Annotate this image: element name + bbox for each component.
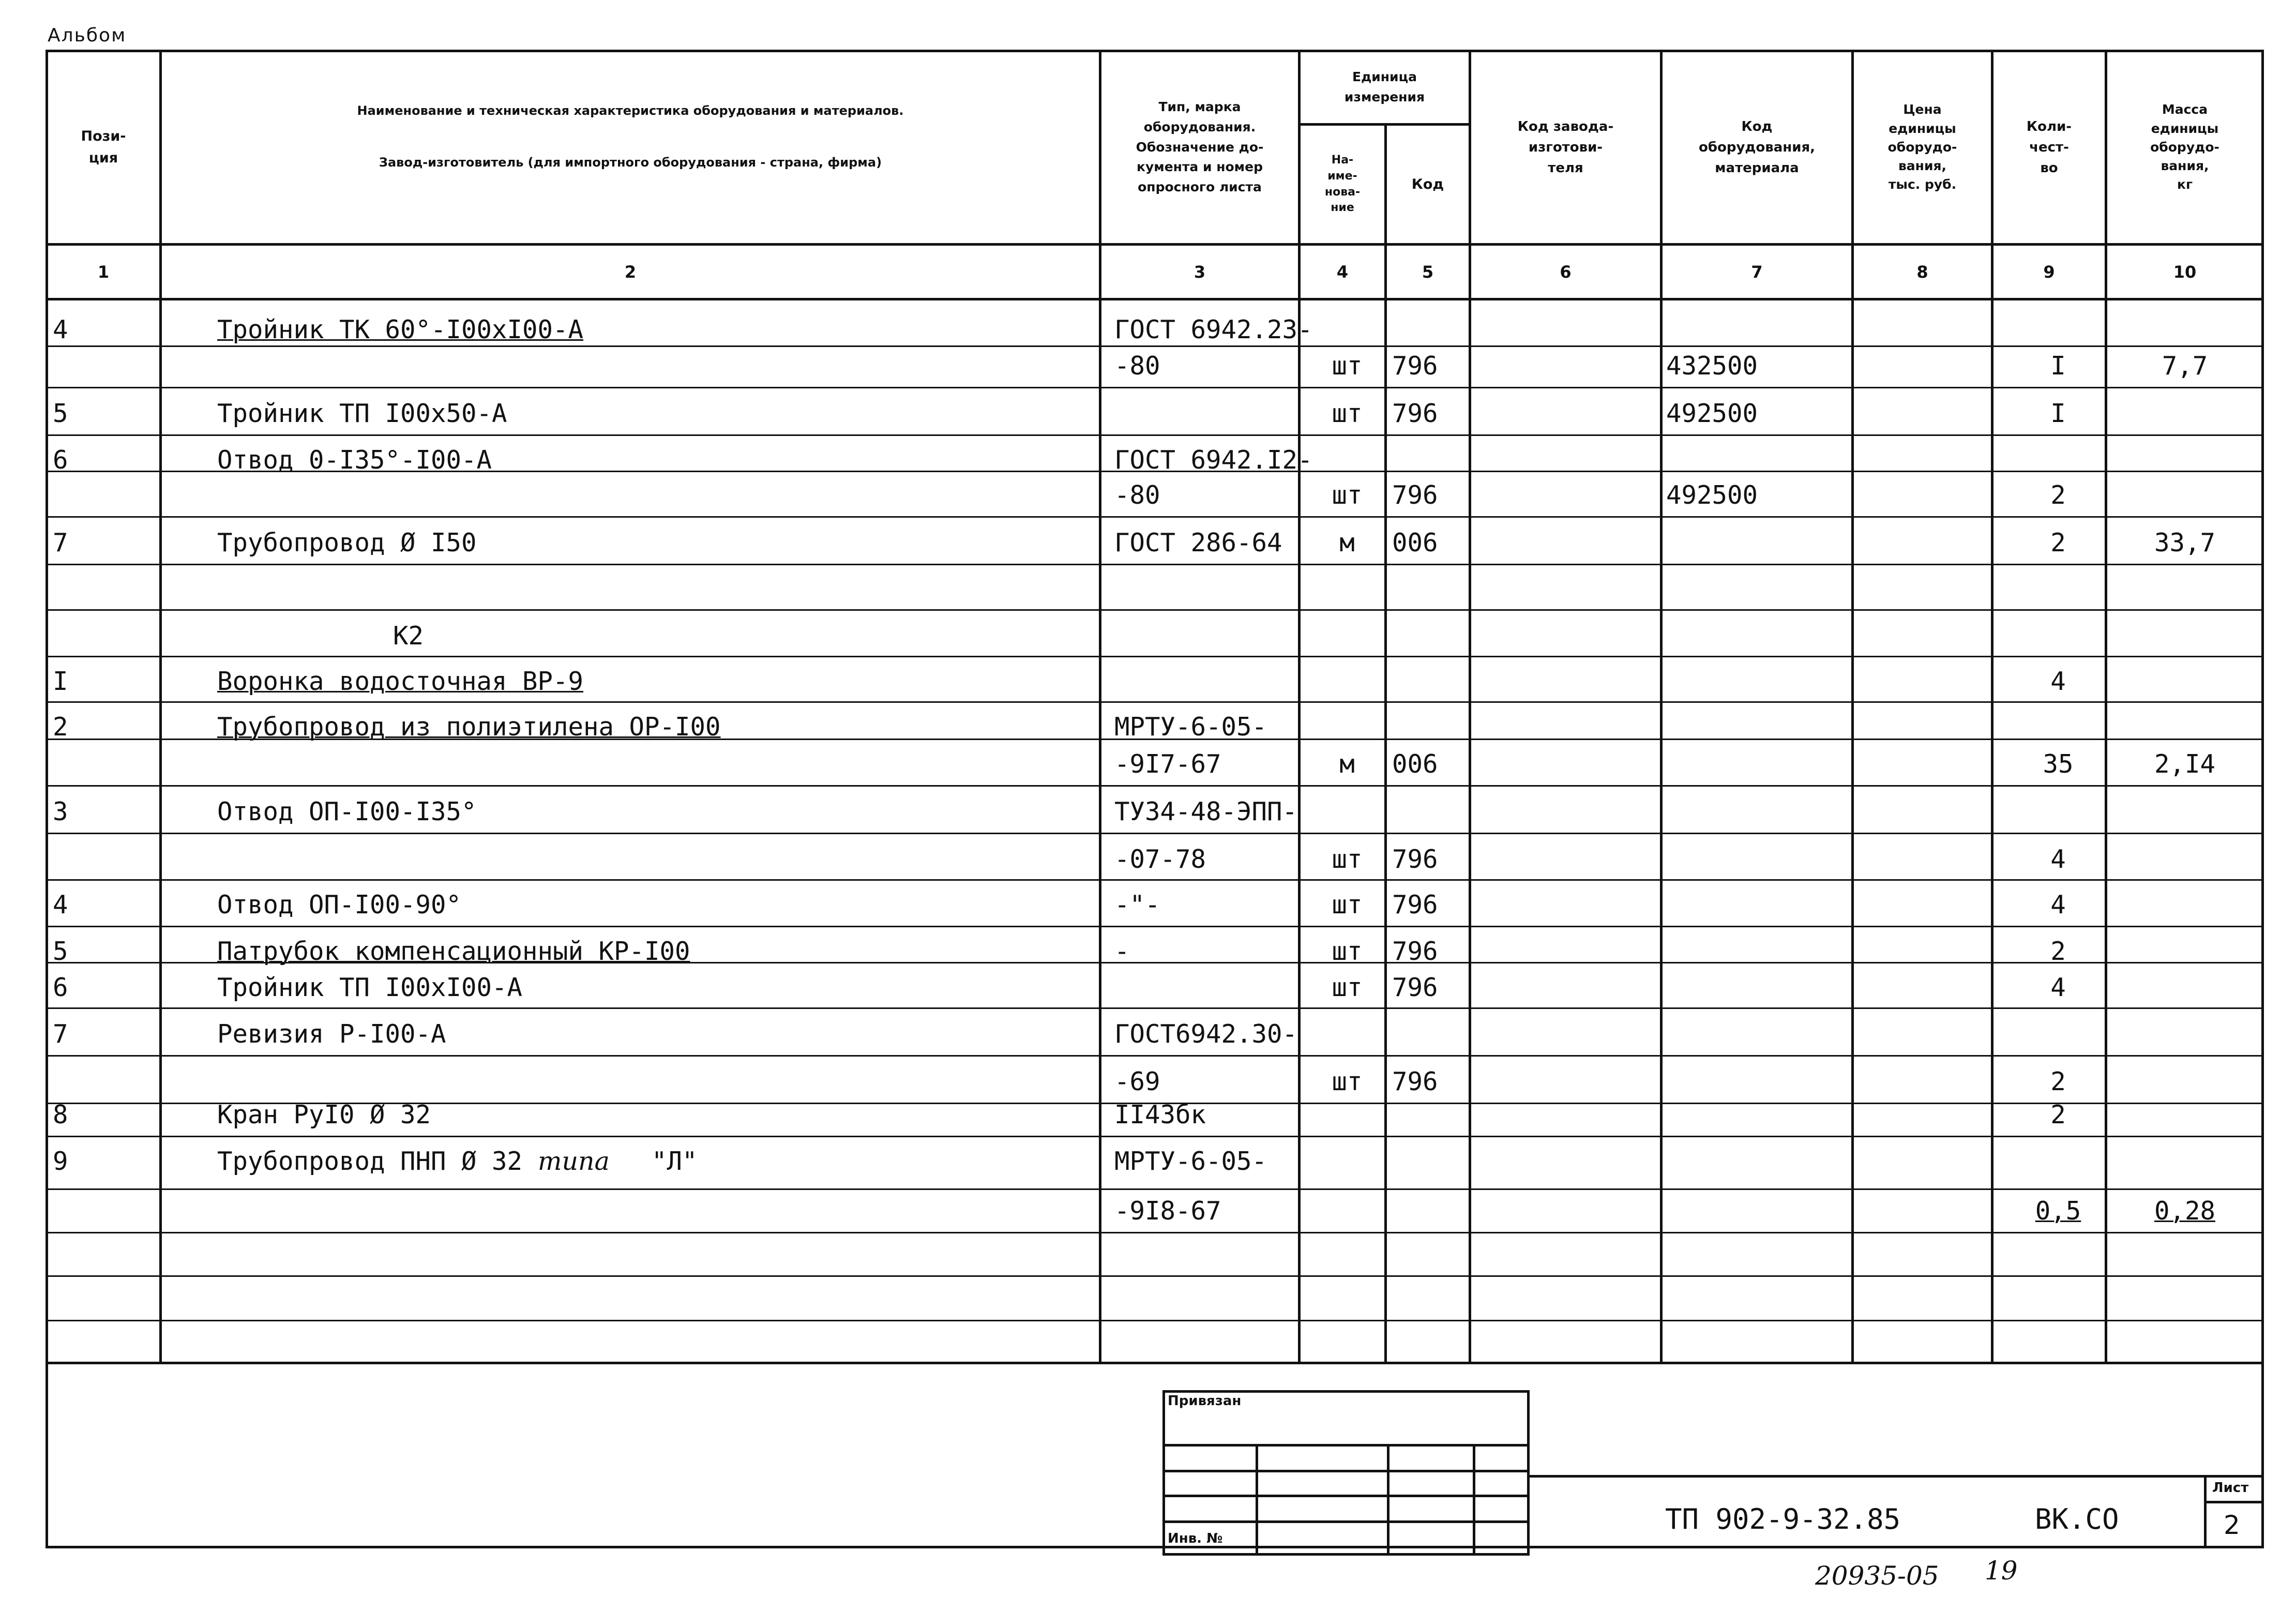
stamp-privyazan: Привязан (1168, 1393, 1242, 1409)
cell-name: Трубопровод ПНП Ø 32 (217, 1146, 523, 1176)
cell-unit: шт (1332, 480, 1363, 510)
table-row (0, 967, 2296, 1007)
row-separator-line (48, 785, 2263, 787)
cell-unit-code: 796 (1392, 351, 1438, 381)
cell-doc: -9I8-67 (1114, 1196, 1221, 1226)
cell-name: Отвод 0-I35°-I00-А (217, 445, 492, 475)
row-separator-line (48, 833, 2263, 834)
table-row (0, 1014, 2296, 1054)
row-separator-line (48, 701, 2263, 703)
header-unit-price: Цена единицы оборудо- вания, тыс. руб. (1887, 102, 1957, 192)
cell-doc: МРТУ-6-05- (1114, 712, 1267, 742)
cell-position: 3 (53, 796, 68, 826)
table-row (0, 884, 2296, 925)
row-separator-line (48, 609, 2263, 611)
cell-doc: - (1114, 936, 1130, 966)
cell-doc: -80 (1114, 351, 1160, 381)
sheet-label: Лист (2212, 1480, 2249, 1496)
header-type-doc: Тип, марка оборудования. Обозначение до- кумента и номер опросного листа (1136, 99, 1264, 195)
cell-unit: шт (1332, 398, 1363, 428)
document-designation: ТП 902-9-32.85 (1665, 1503, 1901, 1535)
cell-position: 7 (53, 1019, 68, 1049)
cell-unit: шт (1332, 844, 1363, 874)
cell-name: Отвод ОП-I00-90° (217, 890, 462, 920)
cell-doc: ГОСТ 6942.I2- (1114, 445, 1313, 475)
cell-doc: ГОСТ 286-64 (1114, 528, 1282, 558)
stamp-line (1387, 1444, 1389, 1556)
cell-position: 8 (53, 1099, 68, 1129)
colnum-9: 9 (2043, 262, 2055, 282)
row-separator-line (48, 1055, 2263, 1057)
cell-doc: МРТУ-6-05- (1114, 1146, 1267, 1176)
cell-quantity: I (2050, 398, 2066, 428)
cell-name: Трубопровод Ø I50 (217, 528, 477, 558)
cell-name-extra: типа (538, 1146, 610, 1176)
colnum-7: 7 (1751, 262, 1763, 282)
cell-doc: ГОСТ 6942.23- (1114, 314, 1313, 344)
row-separator-line (48, 1275, 2263, 1277)
table-row (0, 791, 2296, 832)
section-heading-k2: К2 (393, 621, 424, 651)
table-row (0, 931, 2296, 971)
header-position: Пози- ция (81, 128, 126, 166)
colnum-bottom-line (48, 298, 2263, 300)
colnum-8: 8 (1916, 262, 1928, 282)
cell-position: 4 (53, 890, 68, 920)
cell-name: Отвод ОП-I00-I35° (217, 796, 477, 826)
cell-name: Ревизия Р-I00-А (217, 1019, 446, 1049)
cell-material-code: 432500 (1666, 351, 1758, 381)
table-row (0, 1094, 2296, 1135)
colnum-5: 5 (1422, 262, 1434, 282)
titleblock-top-line (1530, 1475, 2264, 1478)
table-row (0, 615, 2296, 656)
cell-unit: шт (1332, 1066, 1363, 1096)
cell-mass: 33,7 (2154, 528, 2215, 558)
document-section: ВК.СО (2035, 1503, 2119, 1535)
cell-position: 5 (53, 398, 68, 428)
cell-unit: шт (1332, 972, 1363, 1002)
cell-position: 4 (53, 314, 68, 344)
table-row (0, 522, 2296, 563)
cell-unit: м (1339, 749, 1355, 779)
table-row (0, 839, 2296, 879)
colnum-2: 2 (624, 262, 637, 282)
table-row (0, 661, 2296, 701)
cell-unit-code: 796 (1392, 1066, 1438, 1096)
cell-quantity: 2 (2050, 936, 2066, 966)
archive-page: 19 (1985, 1556, 2018, 1586)
row-separator-line (48, 879, 2263, 881)
row-separator-line (48, 1232, 2263, 1233)
table-row (0, 309, 2296, 350)
table-row (0, 1141, 2296, 1181)
cell-quantity: 4 (2050, 972, 2066, 1002)
cell-unit-code: 006 (1392, 528, 1438, 558)
cell-unit-code: 796 (1392, 844, 1438, 874)
row-separator-line (48, 564, 2263, 565)
row-separator-line (48, 516, 2263, 518)
row-separator-line (48, 926, 2263, 927)
table-row (0, 440, 2296, 480)
cell-unit-code: 796 (1392, 890, 1438, 920)
cell-quantity: 2 (2050, 1066, 2066, 1096)
colnum-6: 6 (1560, 262, 1572, 282)
cell-name: Тройник ТК 60°-I00хI00-А (217, 314, 584, 344)
cell-quantity: 4 (2050, 844, 2066, 874)
cell-position: 7 (53, 528, 68, 558)
cell-position: 5 (53, 936, 68, 966)
table-row (0, 706, 2296, 747)
cell-quantity: I (2050, 351, 2066, 381)
cell-unit-code: 006 (1392, 749, 1438, 779)
row-separator-line (48, 387, 2263, 388)
cell-name: Кран РуI0 Ø 32 (217, 1099, 431, 1129)
stamp-line (1473, 1444, 1475, 1556)
table-bottom-line (48, 1362, 2263, 1364)
cell-unit: шт (1332, 936, 1363, 966)
cell-mass: 7,7 (2162, 351, 2208, 381)
cell-name: Воронка водосточная ВР-9 (217, 666, 584, 696)
cell-name: Трубопровод из полиэтилена ОР-I00 (217, 712, 721, 742)
header-quantity: Коли- чест- во (2026, 118, 2072, 176)
cell-quantity: 35 (2043, 749, 2074, 779)
cell-material-code: 492500 (1666, 398, 1758, 428)
header-unit-code: Код (1411, 176, 1444, 192)
cell-unit: м (1339, 528, 1355, 558)
row-separator-line (48, 1188, 2263, 1190)
colnum-3: 3 (1194, 262, 1206, 282)
cell-unit: шт (1332, 890, 1363, 920)
cell-doc: -80 (1114, 480, 1160, 510)
cell-name: Тройник ТП I00х50-А (217, 398, 507, 428)
row-separator-line (48, 1136, 2263, 1137)
colnum-10: 10 (2173, 262, 2197, 282)
cell-unit-code: 796 (1392, 972, 1438, 1002)
cell-quantity: 4 (2050, 666, 2066, 696)
album-label: Альбом (48, 25, 127, 46)
cell-unit-code: 796 (1392, 480, 1438, 510)
cell-doc: -07-78 (1114, 844, 1206, 874)
cell-doc: ГОСТ6942.30- (1114, 1019, 1298, 1049)
header-unit-mass: Масса единицы оборудо- вания, кг (2150, 102, 2219, 192)
stamp-line (1256, 1444, 1258, 1556)
row-separator-line (48, 656, 2263, 657)
row-separator-line (48, 1007, 2263, 1009)
table-row (0, 475, 2296, 515)
header-name-line1: Наименование и техническая характеристика оборудования и материалов. (357, 103, 904, 118)
titleblock-sheet-divider (2204, 1475, 2207, 1547)
stamp-inventory-no: Инв. № (1168, 1531, 1223, 1546)
cell-doc: ТУ34-48-ЭПП- (1114, 796, 1298, 826)
table-row (0, 393, 2296, 433)
cell-quantity: 2 (2050, 528, 2066, 558)
cell-mass: 0,28 (2154, 1196, 2215, 1226)
cell-position: I (53, 666, 68, 696)
colnum-4: 4 (1336, 262, 1349, 282)
sheet-number: 2 (2224, 1510, 2240, 1540)
row-separator-line (48, 1320, 2263, 1321)
cell-quantity: 2 (2050, 480, 2066, 510)
row-separator-line (48, 434, 2263, 436)
cell-unit-code: 796 (1392, 398, 1438, 428)
cell-name: Тройник ТП I00хI00-А (217, 972, 523, 1002)
table-row (0, 1191, 2296, 1231)
table-row (0, 744, 2296, 784)
cell-doc: -9I7-67 (1114, 749, 1221, 779)
cell-mass: 2,I4 (2154, 749, 2215, 779)
archive-number: 20935-05 (1815, 1561, 1939, 1591)
cell-material-code: 492500 (1666, 480, 1758, 510)
header-material-code: Код оборудования, материала (1698, 118, 1816, 176)
cell-doc: -69 (1114, 1066, 1160, 1096)
cell-position: 6 (53, 445, 68, 475)
cell-name-tail: "Л" (652, 1146, 698, 1176)
titleblock-sheet-line (2204, 1501, 2264, 1503)
cell-name: Патрубок компенсационный КР-I00 (217, 936, 690, 966)
header-unit-group: Единица измерения (1344, 69, 1425, 104)
colnum-1: 1 (97, 262, 110, 282)
cell-doc: II43бк (1114, 1099, 1206, 1129)
table-row (0, 345, 2296, 386)
header-name-line2: Завод-изготовитель (для импортного оборудования - страна, фирма) (379, 155, 882, 170)
cell-position: 9 (53, 1146, 68, 1176)
cell-unit: шт (1332, 351, 1363, 381)
cell-unit-code: 796 (1392, 936, 1438, 966)
cell-quantity: 0,5 (2035, 1196, 2081, 1226)
cell-quantity: 2 (2050, 1099, 2066, 1129)
header-plant-code: Код завода- изготови- теля (1517, 118, 1614, 176)
cell-position: 6 (53, 972, 68, 1002)
header-unit-name: На- име- нова- ние (1324, 153, 1361, 215)
cell-quantity: 4 (2050, 890, 2066, 920)
cell-doc: -"- (1114, 890, 1160, 920)
cell-position: 2 (53, 712, 68, 742)
